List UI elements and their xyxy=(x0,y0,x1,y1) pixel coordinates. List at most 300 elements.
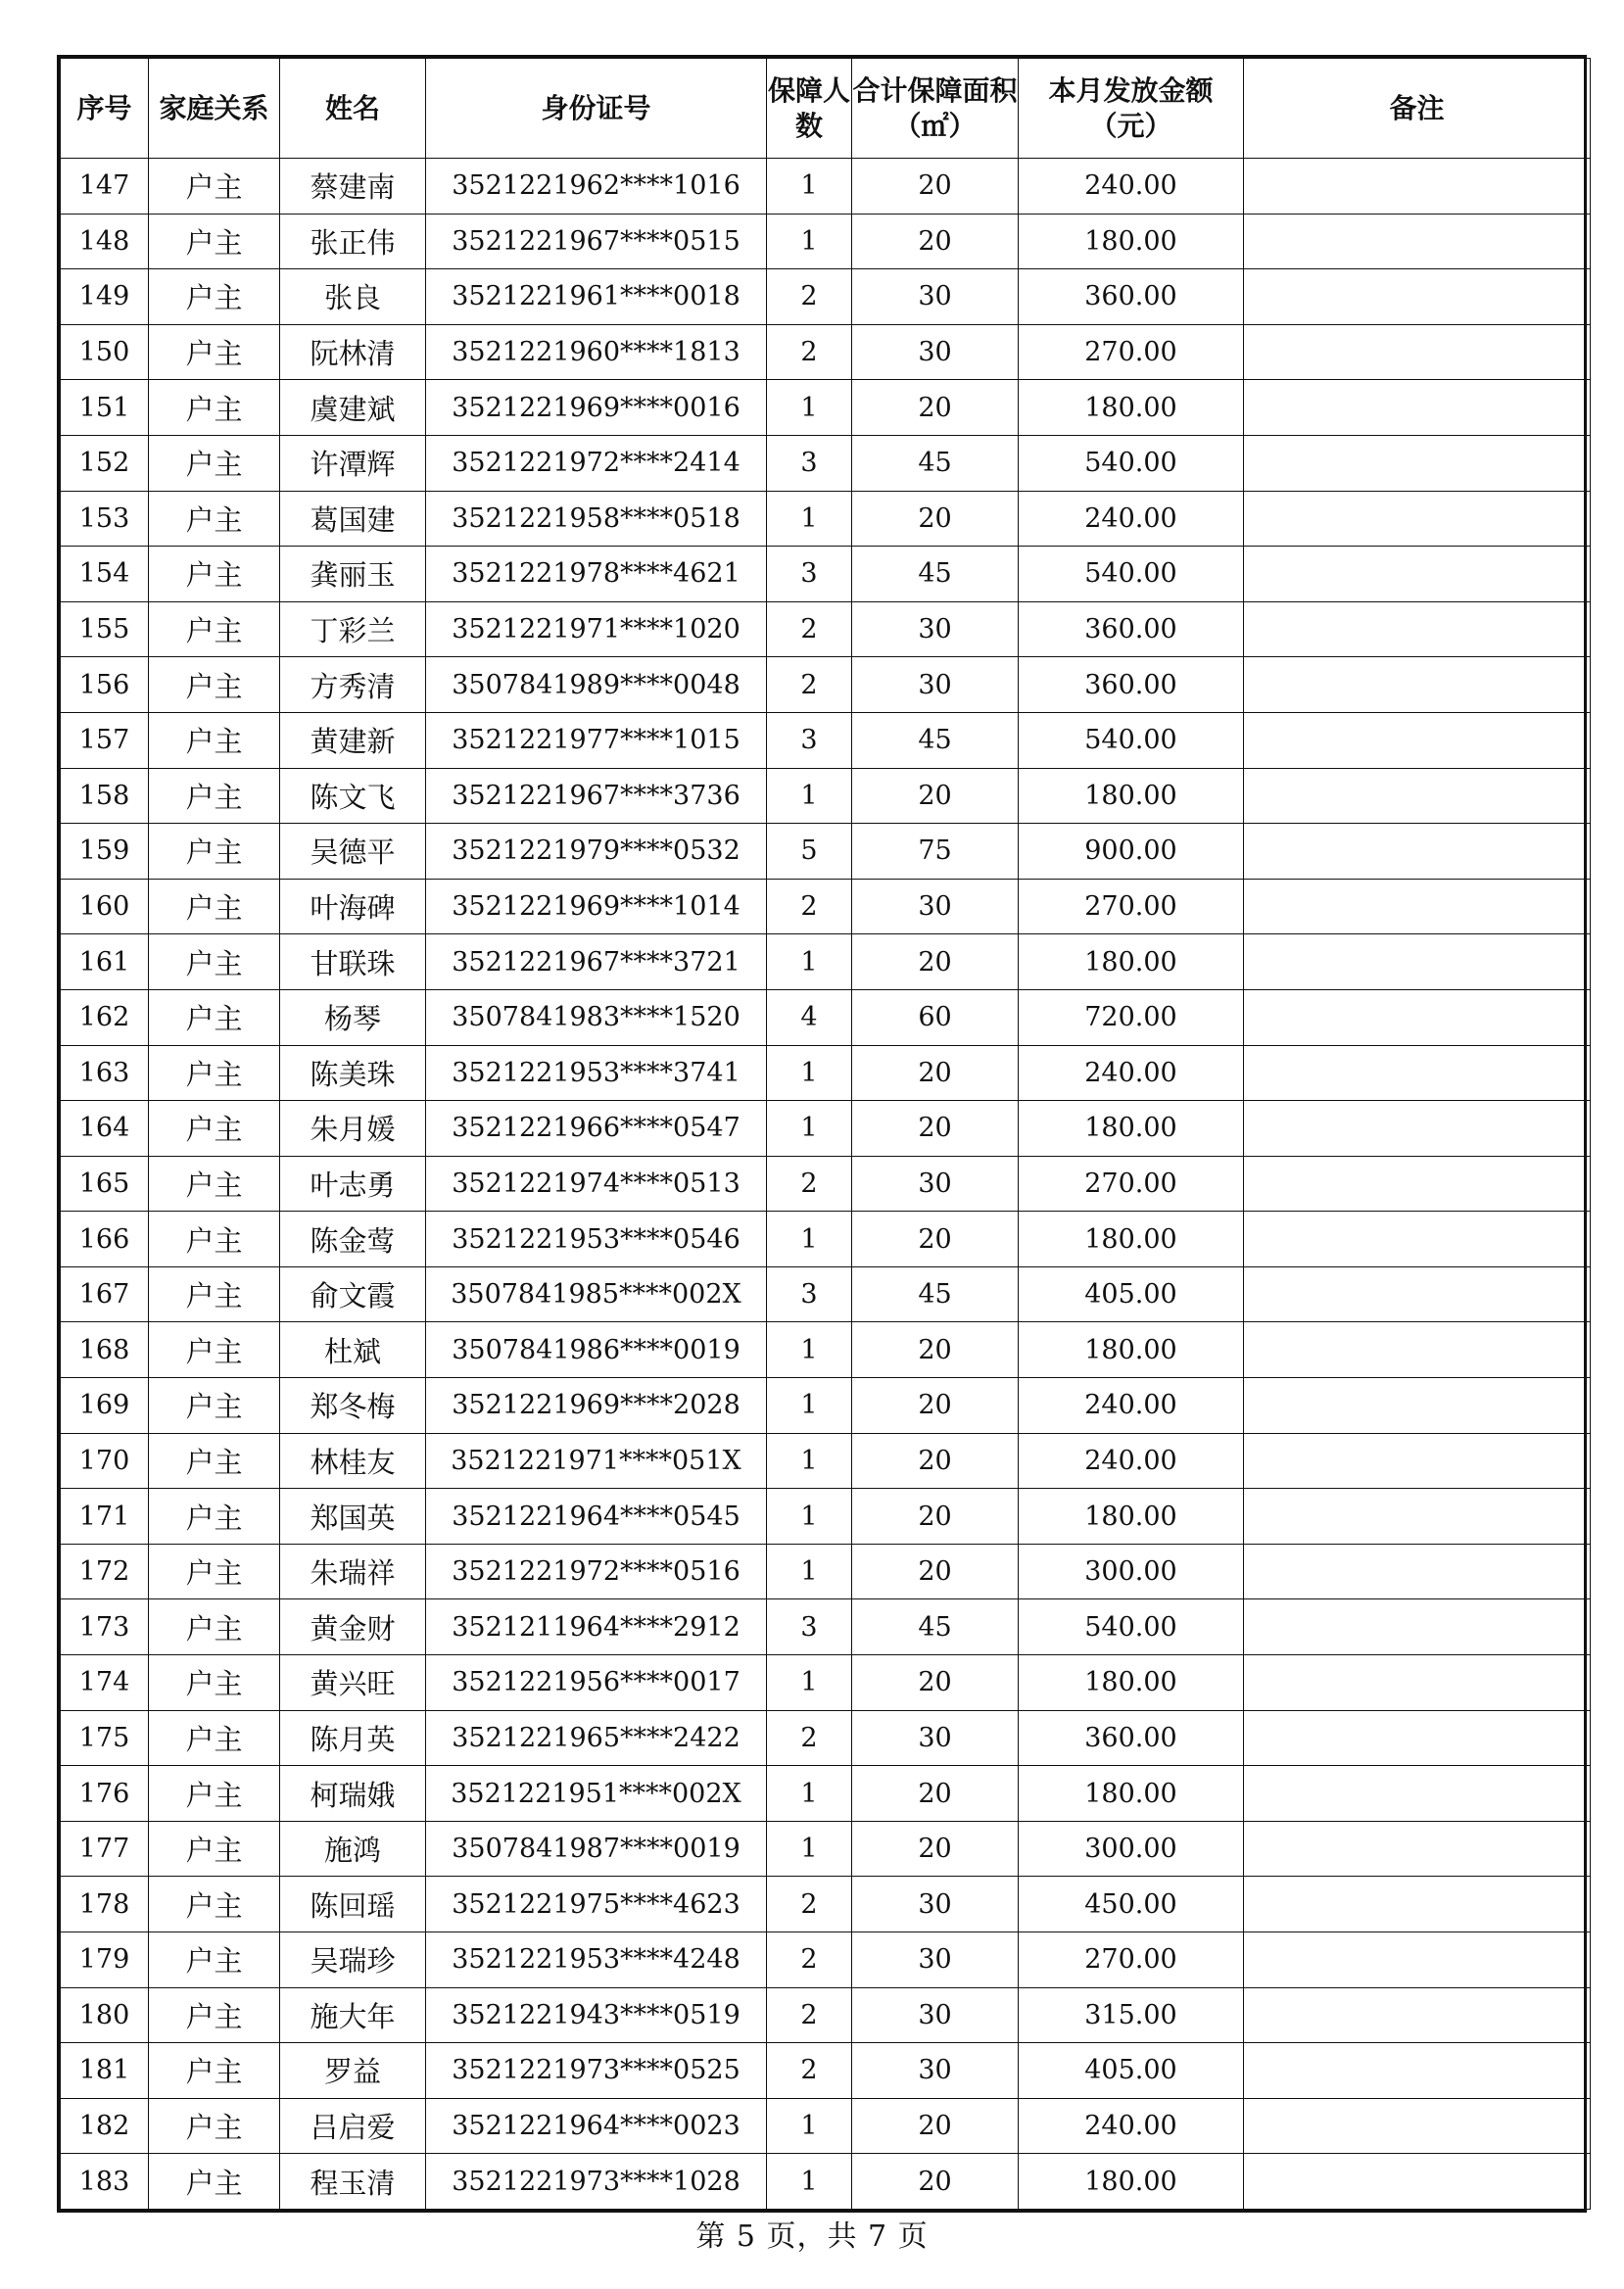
cell-name: 施大年 xyxy=(280,1987,426,2043)
table-row xyxy=(61,1932,1591,1988)
cell-amount: 540.00 xyxy=(1019,547,1244,602)
cell-id-number: 3507841985****002X xyxy=(426,1266,767,1322)
cell-persons: 1 xyxy=(767,934,852,990)
cell-relation: 户主 xyxy=(149,1212,280,1267)
cell-note xyxy=(1244,1599,1591,1655)
cell-id-number: 3521211964****2912 xyxy=(426,1599,767,1655)
header-note: 备注 xyxy=(1244,59,1591,159)
cell-area: 60 xyxy=(852,989,1019,1045)
cell-relation: 户主 xyxy=(149,1322,280,1378)
cell-persons: 2 xyxy=(767,324,852,380)
table-row xyxy=(61,1489,1591,1545)
cell-area: 30 xyxy=(852,601,1019,657)
cell-relation: 户主 xyxy=(149,934,280,990)
cell-amount: 180.00 xyxy=(1019,2154,1244,2210)
cell-persons: 4 xyxy=(767,989,852,1045)
cell-no: 171 xyxy=(61,1489,149,1545)
cell-amount: 180.00 xyxy=(1019,1322,1244,1378)
cell-area: 20 xyxy=(852,380,1019,436)
cell-persons: 3 xyxy=(767,1599,852,1655)
cell-name: 陈金莺 xyxy=(280,1212,426,1267)
cell-note xyxy=(1244,2098,1591,2154)
cell-area: 45 xyxy=(852,547,1019,602)
cell-persons: 1 xyxy=(767,1101,852,1157)
cell-amount: 270.00 xyxy=(1019,1156,1244,1212)
cell-id-number: 3521221960****1813 xyxy=(426,324,767,380)
cell-id-number: 3507841989****0048 xyxy=(426,657,767,713)
cell-amount: 180.00 xyxy=(1019,380,1244,436)
cell-relation: 户主 xyxy=(149,989,280,1045)
cell-no: 173 xyxy=(61,1599,149,1655)
cell-id-number: 3507841987****0019 xyxy=(426,1821,767,1877)
cell-name: 杜斌 xyxy=(280,1322,426,1378)
cell-id-number: 3521221973****0525 xyxy=(426,2043,767,2099)
cell-no: 160 xyxy=(61,879,149,934)
cell-relation: 户主 xyxy=(149,435,280,491)
cell-name: 郑冬梅 xyxy=(280,1378,426,1434)
header-area: 合计保障面积（㎡） xyxy=(852,59,1019,159)
cell-area: 20 xyxy=(852,1489,1019,1545)
cell-id-number: 3521221975****4623 xyxy=(426,1877,767,1932)
cell-relation: 户主 xyxy=(149,1544,280,1599)
cell-name: 方秀清 xyxy=(280,657,426,713)
cell-area: 20 xyxy=(852,1821,1019,1877)
cell-no: 152 xyxy=(61,435,149,491)
cell-id-number: 3521221977****1015 xyxy=(426,712,767,768)
cell-amount: 180.00 xyxy=(1019,214,1244,269)
cell-id-number: 3521221972****0516 xyxy=(426,1544,767,1599)
cell-id-number: 3521221962****1016 xyxy=(426,159,767,215)
cell-no: 165 xyxy=(61,1156,149,1212)
cell-name: 陈文飞 xyxy=(280,768,426,824)
cell-name: 陈回瑶 xyxy=(280,1877,426,1932)
cell-note xyxy=(1244,1212,1591,1267)
cell-note xyxy=(1244,491,1591,547)
cell-name: 葛国建 xyxy=(280,491,426,547)
cell-amount: 720.00 xyxy=(1019,989,1244,1045)
cell-persons: 2 xyxy=(767,2043,852,2099)
cell-amount: 270.00 xyxy=(1019,879,1244,934)
cell-name: 叶志勇 xyxy=(280,1156,426,1212)
cell-amount: 360.00 xyxy=(1019,657,1244,713)
cell-no: 150 xyxy=(61,324,149,380)
cell-no: 159 xyxy=(61,824,149,880)
cell-relation: 户主 xyxy=(149,1101,280,1157)
cell-amount: 180.00 xyxy=(1019,1101,1244,1157)
cell-persons: 1 xyxy=(767,1433,852,1489)
cell-persons: 2 xyxy=(767,269,852,325)
cell-amount: 240.00 xyxy=(1019,159,1244,215)
cell-relation: 户主 xyxy=(149,1599,280,1655)
cell-note xyxy=(1244,1489,1591,1545)
cell-name: 朱瑞祥 xyxy=(280,1544,426,1599)
cell-note xyxy=(1244,989,1591,1045)
table-row xyxy=(61,1266,1591,1322)
cell-note xyxy=(1244,1322,1591,1378)
cell-no: 175 xyxy=(61,1710,149,1766)
cell-id-number: 3521221953****3741 xyxy=(426,1045,767,1101)
cell-area: 20 xyxy=(852,1212,1019,1267)
cell-no: 182 xyxy=(61,2098,149,2154)
cell-note xyxy=(1244,1378,1591,1434)
cell-id-number: 3521221966****0547 xyxy=(426,1101,767,1157)
cell-amount: 180.00 xyxy=(1019,768,1244,824)
cell-no: 164 xyxy=(61,1101,149,1157)
cell-area: 20 xyxy=(852,934,1019,990)
cell-id-number: 3521221969****0016 xyxy=(426,380,767,436)
cell-note xyxy=(1244,1045,1591,1101)
table-row xyxy=(61,879,1591,934)
cell-persons: 1 xyxy=(767,214,852,269)
cell-id-number: 3521221958****0518 xyxy=(426,491,767,547)
cell-note xyxy=(1244,2154,1591,2210)
header-no: 序号 xyxy=(61,59,149,159)
cell-name: 朱月媛 xyxy=(280,1101,426,1157)
cell-amount: 240.00 xyxy=(1019,2098,1244,2154)
table-row xyxy=(61,1378,1591,1434)
table-row xyxy=(61,601,1591,657)
cell-note xyxy=(1244,1877,1591,1932)
cell-id-number: 3521221973****1028 xyxy=(426,2154,767,2210)
cell-area: 20 xyxy=(852,768,1019,824)
cell-no: 154 xyxy=(61,547,149,602)
cell-id-number: 3521221967****3736 xyxy=(426,768,767,824)
cell-persons: 2 xyxy=(767,1932,852,1988)
cell-name: 陈月英 xyxy=(280,1710,426,1766)
cell-relation: 户主 xyxy=(149,768,280,824)
cell-name: 黄兴旺 xyxy=(280,1655,426,1711)
table-row xyxy=(61,1544,1591,1599)
cell-no: 179 xyxy=(61,1932,149,1988)
header-amount: 本月发放金额（元） xyxy=(1019,59,1244,159)
cell-relation: 户主 xyxy=(149,824,280,880)
cell-no: 157 xyxy=(61,712,149,768)
cell-persons: 2 xyxy=(767,657,852,713)
cell-persons: 1 xyxy=(767,1045,852,1101)
cell-area: 45 xyxy=(852,1599,1019,1655)
cell-id-number: 3521221969****2028 xyxy=(426,1378,767,1434)
cell-amount: 405.00 xyxy=(1019,1266,1244,1322)
cell-no: 181 xyxy=(61,2043,149,2099)
cell-note xyxy=(1244,1433,1591,1489)
table-row xyxy=(61,214,1591,269)
cell-note xyxy=(1244,1821,1591,1877)
cell-no: 162 xyxy=(61,989,149,1045)
cell-note xyxy=(1244,1655,1591,1711)
cell-id-number: 3521221979****0532 xyxy=(426,824,767,880)
cell-relation: 户主 xyxy=(149,214,280,269)
cell-id-number: 3521221969****1014 xyxy=(426,879,767,934)
table-row xyxy=(61,1212,1591,1267)
table-row xyxy=(61,1045,1591,1101)
cell-amount: 300.00 xyxy=(1019,1821,1244,1877)
cell-area: 20 xyxy=(852,2098,1019,2154)
cell-no: 172 xyxy=(61,1544,149,1599)
header-persons: 保障人数 xyxy=(767,59,852,159)
cell-area: 30 xyxy=(852,1877,1019,1932)
cell-persons: 1 xyxy=(767,1655,852,1711)
cell-amount: 540.00 xyxy=(1019,712,1244,768)
cell-name: 郑国英 xyxy=(280,1489,426,1545)
cell-id-number: 3521221965****2422 xyxy=(426,1710,767,1766)
cell-name: 程玉清 xyxy=(280,2154,426,2210)
cell-note xyxy=(1244,159,1591,215)
table-row xyxy=(61,324,1591,380)
cell-persons: 1 xyxy=(767,2154,852,2210)
cell-amount: 405.00 xyxy=(1019,2043,1244,2099)
cell-no: 176 xyxy=(61,1766,149,1822)
allowance-table xyxy=(60,58,1591,2210)
cell-name: 俞文霞 xyxy=(280,1266,426,1322)
cell-name: 吕启爱 xyxy=(280,2098,426,2154)
cell-relation: 户主 xyxy=(149,1378,280,1434)
cell-note xyxy=(1244,657,1591,713)
cell-id-number: 3521221964****0023 xyxy=(426,2098,767,2154)
cell-relation: 户主 xyxy=(149,269,280,325)
cell-relation: 户主 xyxy=(149,159,280,215)
cell-persons: 2 xyxy=(767,1156,852,1212)
cell-name: 阮林清 xyxy=(280,324,426,380)
cell-relation: 户主 xyxy=(149,2043,280,2099)
cell-persons: 3 xyxy=(767,547,852,602)
cell-relation: 户主 xyxy=(149,380,280,436)
cell-area: 20 xyxy=(852,214,1019,269)
cell-relation: 户主 xyxy=(149,2154,280,2210)
cell-relation: 户主 xyxy=(149,1655,280,1711)
cell-no: 170 xyxy=(61,1433,149,1489)
cell-area: 30 xyxy=(852,1156,1019,1212)
cell-note xyxy=(1244,1544,1591,1599)
cell-area: 20 xyxy=(852,1045,1019,1101)
table-row xyxy=(61,269,1591,325)
cell-name: 吴瑞珍 xyxy=(280,1932,426,1988)
cell-persons: 1 xyxy=(767,1766,852,1822)
cell-no: 158 xyxy=(61,768,149,824)
cell-name: 许潭辉 xyxy=(280,435,426,491)
cell-no: 156 xyxy=(61,657,149,713)
table-row xyxy=(61,2154,1591,2210)
cell-amount: 180.00 xyxy=(1019,1766,1244,1822)
header-name: 姓名 xyxy=(280,59,426,159)
cell-relation: 户主 xyxy=(149,1821,280,1877)
cell-note xyxy=(1244,1766,1591,1822)
cell-relation: 户主 xyxy=(149,712,280,768)
cell-persons: 1 xyxy=(767,1544,852,1599)
cell-note xyxy=(1244,435,1591,491)
cell-persons: 1 xyxy=(767,380,852,436)
cell-name: 林桂友 xyxy=(280,1433,426,1489)
cell-name: 虞建斌 xyxy=(280,380,426,436)
cell-name: 丁彩兰 xyxy=(280,601,426,657)
table-row xyxy=(61,1710,1591,1766)
cell-note xyxy=(1244,324,1591,380)
table-row xyxy=(61,1599,1591,1655)
page-indicator: 第 5 页，共 7 页 xyxy=(695,2219,929,2254)
cell-amount: 540.00 xyxy=(1019,435,1244,491)
table-row xyxy=(61,1821,1591,1877)
cell-id-number: 3507841983****1520 xyxy=(426,989,767,1045)
cell-id-number: 3521221943****0519 xyxy=(426,1987,767,2043)
cell-area: 20 xyxy=(852,1433,1019,1489)
cell-relation: 户主 xyxy=(149,601,280,657)
cell-persons: 1 xyxy=(767,1212,852,1267)
cell-relation: 户主 xyxy=(149,1877,280,1932)
cell-amount: 360.00 xyxy=(1019,269,1244,325)
cell-no: 180 xyxy=(61,1987,149,2043)
cell-persons: 5 xyxy=(767,824,852,880)
cell-area: 75 xyxy=(852,824,1019,880)
table-row xyxy=(61,2098,1591,2154)
cell-relation: 户主 xyxy=(149,657,280,713)
cell-no: 149 xyxy=(61,269,149,325)
cell-persons: 2 xyxy=(767,1877,852,1932)
cell-area: 30 xyxy=(852,2043,1019,2099)
cell-persons: 1 xyxy=(767,2098,852,2154)
cell-note xyxy=(1244,547,1591,602)
cell-id-number: 3521221967****0515 xyxy=(426,214,767,269)
cell-area: 30 xyxy=(852,657,1019,713)
cell-persons: 3 xyxy=(767,712,852,768)
cell-relation: 户主 xyxy=(149,324,280,380)
cell-no: 177 xyxy=(61,1821,149,1877)
cell-note xyxy=(1244,2043,1591,2099)
cell-no: 161 xyxy=(61,934,149,990)
cell-note xyxy=(1244,1156,1591,1212)
cell-name: 柯瑞娥 xyxy=(280,1766,426,1822)
header-id: 身份证号 xyxy=(426,59,767,159)
cell-name: 杨琴 xyxy=(280,989,426,1045)
cell-persons: 1 xyxy=(767,768,852,824)
cell-name: 施鸿 xyxy=(280,1821,426,1877)
table-row xyxy=(61,1877,1591,1932)
cell-name: 蔡建南 xyxy=(280,159,426,215)
cell-name: 黄建新 xyxy=(280,712,426,768)
cell-persons: 1 xyxy=(767,159,852,215)
cell-relation: 户主 xyxy=(149,491,280,547)
cell-persons: 1 xyxy=(767,1378,852,1434)
cell-id-number: 3521221971****051X xyxy=(426,1433,767,1489)
cell-relation: 户主 xyxy=(149,1932,280,1988)
cell-relation: 户主 xyxy=(149,1987,280,2043)
cell-amount: 180.00 xyxy=(1019,1489,1244,1545)
table-row xyxy=(61,547,1591,602)
cell-id-number: 3521221953****0546 xyxy=(426,1212,767,1267)
table-row xyxy=(61,989,1591,1045)
cell-name: 甘联珠 xyxy=(280,934,426,990)
cell-name: 张良 xyxy=(280,269,426,325)
cell-note xyxy=(1244,269,1591,325)
cell-amount: 540.00 xyxy=(1019,1599,1244,1655)
cell-area: 30 xyxy=(852,324,1019,380)
cell-area: 20 xyxy=(852,159,1019,215)
cell-id-number: 3521221978****4621 xyxy=(426,547,767,602)
cell-area: 20 xyxy=(852,1378,1019,1434)
cell-amount: 240.00 xyxy=(1019,491,1244,547)
cell-relation: 户主 xyxy=(149,1266,280,1322)
cell-no: 166 xyxy=(61,1212,149,1267)
cell-area: 45 xyxy=(852,435,1019,491)
table-header-row xyxy=(61,59,1591,159)
cell-persons: 1 xyxy=(767,1821,852,1877)
cell-id-number: 3521221951****002X xyxy=(426,1766,767,1822)
cell-name: 黄金财 xyxy=(280,1599,426,1655)
cell-name: 张正伟 xyxy=(280,214,426,269)
cell-note xyxy=(1244,214,1591,269)
cell-id-number: 3521221974****0513 xyxy=(426,1156,767,1212)
table-row xyxy=(61,934,1591,990)
cell-amount: 315.00 xyxy=(1019,1987,1244,2043)
cell-no: 147 xyxy=(61,159,149,215)
table-row xyxy=(61,1987,1591,2043)
cell-relation: 户主 xyxy=(149,2098,280,2154)
cell-name: 陈美珠 xyxy=(280,1045,426,1101)
table-row xyxy=(61,824,1591,880)
table-row xyxy=(61,1156,1591,1212)
cell-persons: 2 xyxy=(767,1710,852,1766)
cell-amount: 360.00 xyxy=(1019,1710,1244,1766)
table-row xyxy=(61,159,1591,215)
cell-persons: 1 xyxy=(767,491,852,547)
cell-name: 龚丽玉 xyxy=(280,547,426,602)
cell-area: 45 xyxy=(852,1266,1019,1322)
cell-no: 167 xyxy=(61,1266,149,1322)
table-body xyxy=(61,159,1591,2210)
table-row xyxy=(61,1655,1591,1711)
cell-area: 20 xyxy=(852,1655,1019,1711)
cell-relation: 户主 xyxy=(149,1766,280,1822)
cell-id-number: 3521221967****3721 xyxy=(426,934,767,990)
cell-relation: 户主 xyxy=(149,1045,280,1101)
cell-amount: 270.00 xyxy=(1019,324,1244,380)
cell-persons: 2 xyxy=(767,1987,852,2043)
table-row xyxy=(61,1766,1591,1822)
cell-no: 183 xyxy=(61,2154,149,2210)
cell-name: 罗益 xyxy=(280,2043,426,2099)
table-row xyxy=(61,2043,1591,2099)
table-row xyxy=(61,380,1591,436)
cell-no: 169 xyxy=(61,1378,149,1434)
cell-no: 178 xyxy=(61,1877,149,1932)
cell-amount: 180.00 xyxy=(1019,934,1244,990)
cell-area: 20 xyxy=(852,1544,1019,1599)
table-row xyxy=(61,1322,1591,1378)
cell-no: 155 xyxy=(61,601,149,657)
cell-relation: 户主 xyxy=(149,1710,280,1766)
cell-area: 30 xyxy=(852,1932,1019,1988)
cell-id-number: 3521221961****0018 xyxy=(426,269,767,325)
cell-no: 174 xyxy=(61,1655,149,1711)
cell-id-number: 3521221953****4248 xyxy=(426,1932,767,1988)
cell-amount: 180.00 xyxy=(1019,1655,1244,1711)
table-row xyxy=(61,1101,1591,1157)
table-row xyxy=(61,712,1591,768)
cell-area: 20 xyxy=(852,1766,1019,1822)
table-row xyxy=(61,1433,1591,1489)
cell-no: 153 xyxy=(61,491,149,547)
cell-note xyxy=(1244,1101,1591,1157)
cell-no: 168 xyxy=(61,1322,149,1378)
cell-note xyxy=(1244,712,1591,768)
cell-amount: 240.00 xyxy=(1019,1433,1244,1489)
cell-note xyxy=(1244,934,1591,990)
cell-relation: 户主 xyxy=(149,1156,280,1212)
cell-relation: 户主 xyxy=(149,1433,280,1489)
header-relation: 家庭关系 xyxy=(149,59,280,159)
cell-note xyxy=(1244,380,1591,436)
cell-no: 163 xyxy=(61,1045,149,1101)
cell-name: 吴德平 xyxy=(280,824,426,880)
cell-id-number: 3521221972****2414 xyxy=(426,435,767,491)
